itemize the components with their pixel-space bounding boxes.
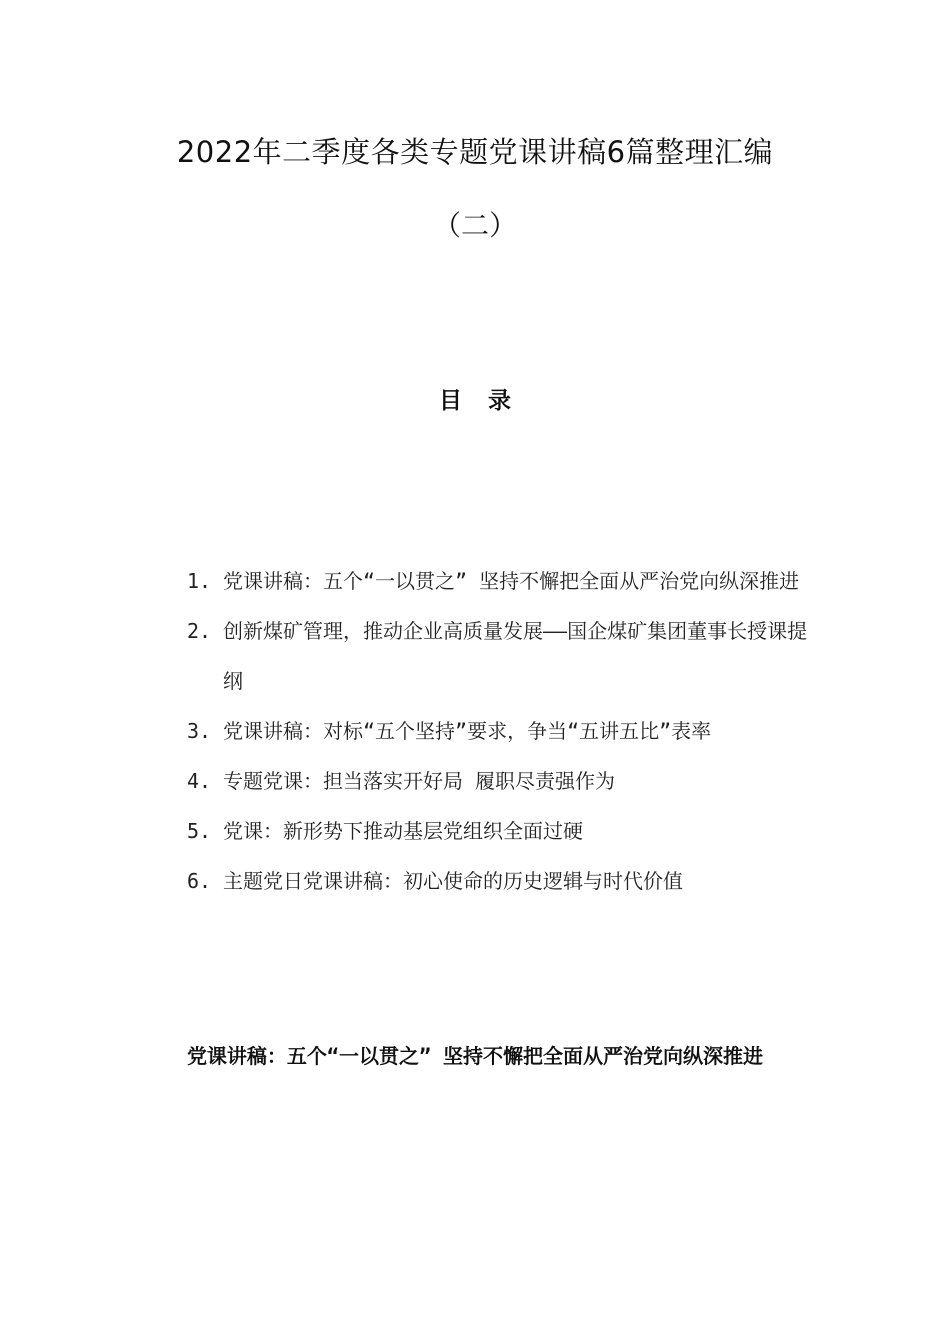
toc-item-text: 党课：新形势下推动基层党组织全面过硬 xyxy=(223,819,583,843)
toc-item-6 xyxy=(187,856,827,906)
toc-item-number: 6. xyxy=(187,869,212,893)
section-heading: 党课讲稿：五个“一以贯之” 坚持不懈把全面从严治党向纵深推进 xyxy=(186,1044,764,1068)
toc-item-number: 1. xyxy=(187,569,212,593)
document-title: 2022年二季度各类专题党课讲稿6篇整理汇编 xyxy=(176,135,774,169)
document-subtitle: （二） xyxy=(432,209,517,242)
toc-item-text: 专题党课：担当落实开好局 履职尽责强作为 xyxy=(223,769,616,793)
toc-item-2 xyxy=(187,606,827,706)
toc-item-number: 4. xyxy=(187,769,212,793)
toc-item-number: 5. xyxy=(187,819,212,843)
toc-heading: 目录 xyxy=(439,388,537,414)
toc-item-number: 3. xyxy=(187,719,212,743)
toc-item-4 xyxy=(187,756,827,806)
table-of-contents xyxy=(187,556,827,906)
toc-item-text: 创新煤矿管理，推动企业高质量发展——国企煤矿集团董事长授课提纲 xyxy=(223,619,808,693)
toc-item-text: 党课讲稿：五个“一以贯之” 坚持不懈把全面从严治党向纵深推进 xyxy=(223,569,800,593)
toc-item-3 xyxy=(187,706,827,756)
toc-item-text: 党课讲稿：对标“五个坚持”要求，争当“五讲五比”表率 xyxy=(223,719,712,743)
toc-item-5 xyxy=(187,806,827,856)
toc-item-1 xyxy=(187,556,827,606)
toc-item-number: 2. xyxy=(187,619,212,643)
toc-item-text: 主题党日党课讲稿：初心使命的历史逻辑与时代价值 xyxy=(223,869,683,893)
